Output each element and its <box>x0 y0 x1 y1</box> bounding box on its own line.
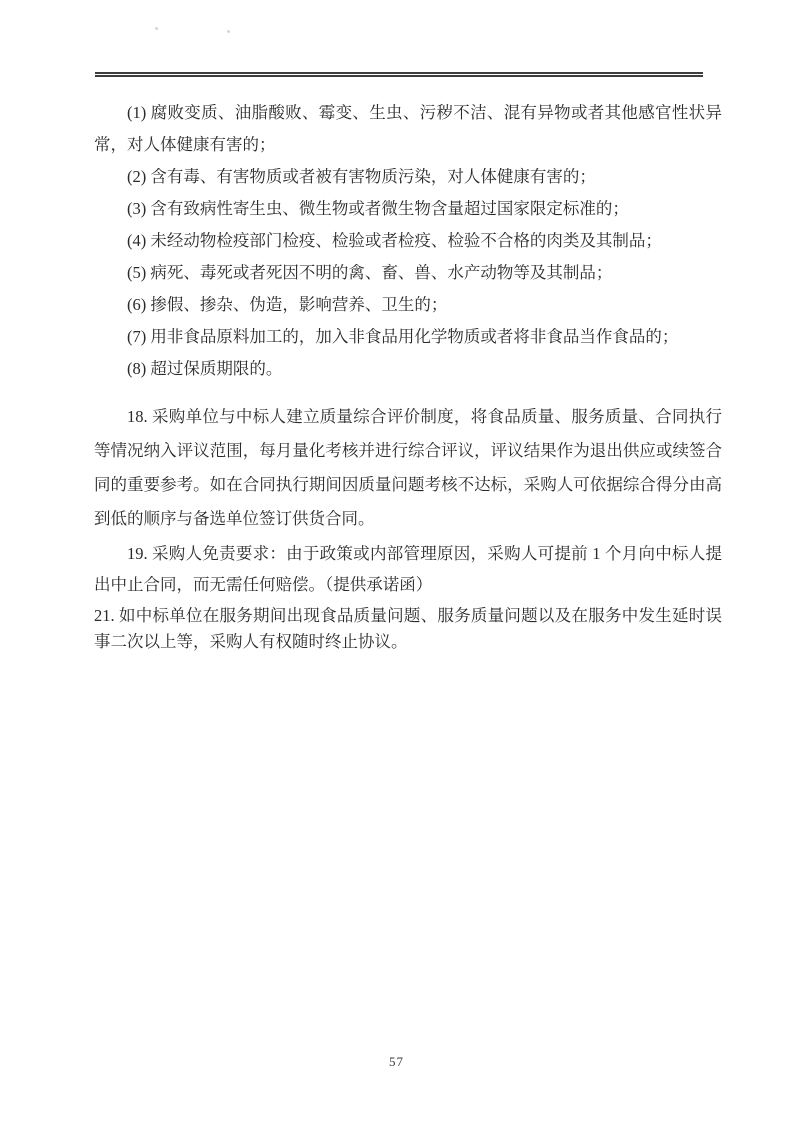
text-line: (2) 含有毒、有害物质或者被有害物质污染，对人体健康有害的； <box>127 167 596 186</box>
text-line: 事二次以上等，采购人有权随时终止协议。 <box>94 632 408 651</box>
text-line: 出中止合同，而无需任何赔偿。（提供承诺函） <box>94 575 433 594</box>
document-body <box>94 97 722 655</box>
text-line: (8) 超过保质期限的。 <box>127 359 283 378</box>
page-number: 57 <box>389 1054 404 1069</box>
text-line: 常，对人体健康有害的； <box>94 135 276 154</box>
text-line: (3) 含有致病性寄生虫、微生物或者微生物含量超过国家限定标准的； <box>127 199 629 218</box>
text-line: 21. 如中标单位在服务期间出现食品质量问题、服务质量问题以及在服务中发生延时误 <box>94 606 722 625</box>
list-item-5 <box>94 257 722 289</box>
clause-21 <box>94 603 722 655</box>
text-line: (1) 腐败变质、油脂酸败、霉变、生虫、污秽不洁、混有异物或者其他感官性状异 <box>127 103 722 122</box>
list-item-6 <box>94 289 722 321</box>
text-line: (4) 未经动物检疫部门检疫、检验或者检疫、检验不合格的肉类及其制品； <box>127 231 662 250</box>
text-line: 18. 采购单位与中标人建立质量综合评价制度，将食品质量、服务质量、合同执行 <box>127 407 722 426</box>
list-item-4 <box>94 225 722 257</box>
list-item-7 <box>94 321 722 353</box>
text-line: (7) 用非食品原料加工的，加入非食品用化学物质或者将非食品当作食品的； <box>127 327 679 346</box>
list-item-1 <box>94 97 722 161</box>
text-line: 到低的顺序与备选单位签订供货合同。 <box>94 509 375 528</box>
clause-18 <box>94 400 722 536</box>
text-line: (6) 掺假、掺杂、伪造，影响营养、卫生的； <box>127 295 448 314</box>
scan-speck <box>155 27 158 30</box>
list-item-3 <box>94 193 722 225</box>
scan-speck <box>227 30 230 33</box>
clause-19 <box>94 538 722 600</box>
text-line: (5) 病死、毒死或者死因不明的禽、畜、兽、水产动物等及其制品； <box>127 263 613 282</box>
list-item-8 <box>94 353 722 385</box>
header-rule <box>95 72 703 77</box>
text-line: 等情况纳入评议范围，每月量化考核并进行综合评议，评议结果作为退出供应或续签合 <box>94 441 722 460</box>
list-item-2 <box>94 161 722 193</box>
text-line: 同的重要参考。如在合同执行期间因质量问题考核不达标，采购人可依据综合得分由高 <box>94 475 722 494</box>
text-line: 19. 采购人免责要求：由于政策或内部管理原因，采购人可提前 1 个月向中标人提 <box>127 544 722 563</box>
